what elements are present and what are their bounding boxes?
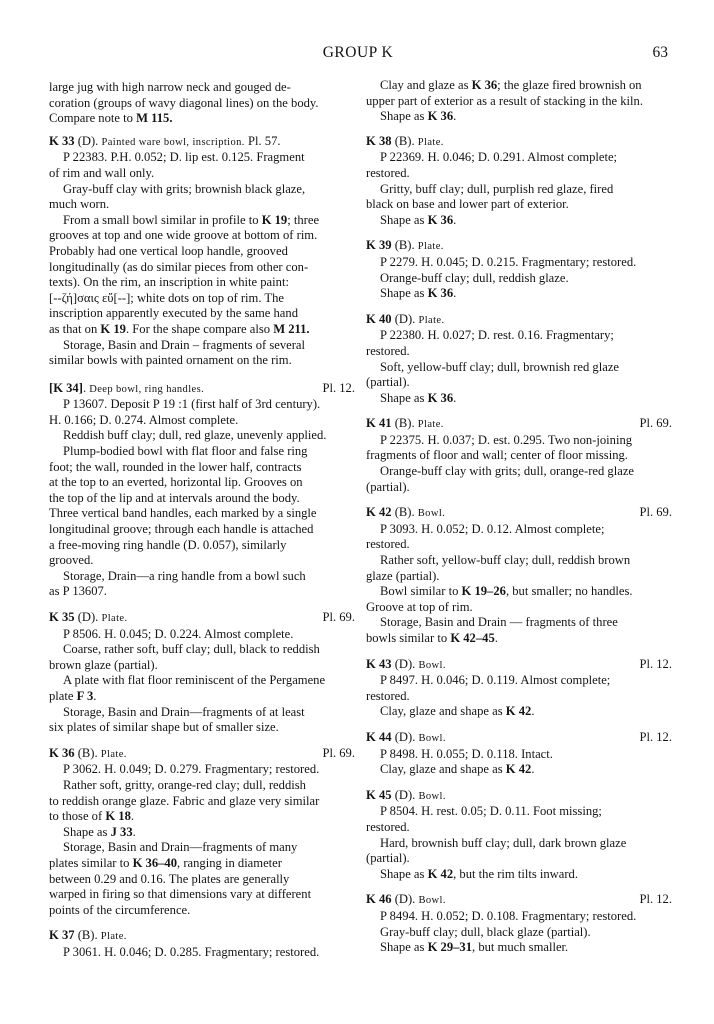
text-line: restored. (366, 343, 410, 358)
text-line: inscription apparently executed by the same hand (49, 306, 298, 321)
text-line: plate F 3. (49, 688, 97, 703)
text-line: Plump-bodied bowl with flat floor and false ring (63, 444, 308, 459)
catalog-entry-k34 (49, 381, 355, 600)
catalog-entry-k37 (49, 928, 355, 960)
text-line: bowls similar to K 42–45. (366, 631, 498, 645)
text-line: Shape as K 29–31, but much smaller. (380, 940, 569, 955)
text-line: From a small bowl similar in profile to K 19; three (63, 212, 320, 227)
text-line: six plates of similar shape but of smaller size. (49, 720, 279, 735)
plate-ref: Pl. 57. (244, 133, 281, 148)
entry-id: K 42 (366, 505, 392, 520)
entry-title: Plate. (101, 613, 128, 624)
text-line: to those of K 18. (49, 809, 135, 824)
plate-ref: Pl. 69. (322, 610, 355, 624)
text-line: P 22383. P.H. 0.052; D. lip est. 0.125. Fragment (63, 150, 305, 165)
entry-heading: [K 34]. Deep bowl, ring handles. Pl. 12. (49, 381, 355, 398)
text-line: Groove at top of rim. (366, 599, 473, 614)
text-line: points of the circumference. (49, 902, 191, 917)
entry-title: Plate. (418, 314, 445, 326)
text-line: glaze (partial). (366, 568, 440, 583)
catalog-entry-k37-continued (366, 78, 672, 125)
text-line: P 8504. H. rest. 0.05; D. 0.11. Foot missing; (380, 804, 602, 819)
text-line: as that on K 19. For the shape compare also M 211. (49, 321, 310, 336)
plate-ref: Pl. 69. (639, 505, 672, 520)
catalog-entry-k40 (366, 312, 672, 407)
catalog-entry-k43 (366, 657, 672, 720)
catalog-entry-k36 (49, 746, 355, 919)
text-line: at the top to an everted, horizontal lip. Grooves on (49, 475, 303, 490)
text-line: restored. (366, 819, 410, 834)
text-line: H. 0.166; D. 0.274. Almost complete. (49, 412, 239, 427)
text-line: Shape as K 36. (380, 212, 457, 227)
text-line: P 8506. H. 0.045; D. 0.224. Almost complete. (63, 626, 294, 641)
entry-title: Plate. (100, 931, 127, 943)
entry-title: Deep bowl, ring handles. (89, 383, 205, 395)
page-title: GROUP K (322, 44, 394, 61)
text-line: the top of the lip and at intervals around the body. (49, 490, 300, 505)
text-line: (partial). (366, 851, 410, 866)
entry-heading: K 39 (B). Plate. (366, 238, 444, 253)
entry-title: Plate. (100, 748, 127, 760)
catalog-entry-k33 (49, 134, 355, 369)
text-line: Orange-buff clay; dull, reddish glaze. (380, 270, 569, 285)
text-line: large jug with high narrow neck and gouged de- (49, 80, 291, 94)
entry-heading: K 44 (D). Bowl. Pl. 12. (366, 730, 672, 747)
entry-id: K 46 (366, 892, 392, 907)
text-line: of rim and wall only. (49, 165, 155, 180)
text-line: restored. (366, 688, 410, 703)
entry-heading: K 40 (D). Plate. (366, 311, 445, 326)
text-line: P 3062. H. 0.049; D. 0.279. Fragmentary; restored. (63, 762, 320, 777)
text-line: Storage, Basin and Drain – fragments of several (63, 337, 306, 352)
text-line: Clay, glaze and shape as K 42. (380, 704, 535, 719)
catalog-entry-k42 (366, 505, 672, 646)
text-line: longitudinally (as do similar pieces from other con- (49, 259, 309, 274)
text-line: grooves at top and one wide groove at bottom of rim. (49, 228, 318, 243)
plate-ref: Pl. 12. (639, 729, 672, 744)
text-line: restored. (366, 165, 410, 180)
cross-reference: M 115. (136, 111, 173, 126)
text-line: P 8497. H. 0.046; D. 0.119. Almost complete; (380, 673, 611, 688)
plate-ref: Pl. 12. (322, 380, 355, 395)
text-line: Gritty, buff clay; dull, purplish red glaze, fired (380, 181, 614, 196)
entry-id: K 41 (366, 416, 392, 431)
text-line: (partial). (366, 375, 410, 390)
plate-ref: Pl. 69. (639, 416, 672, 431)
entry-id: K 35 (49, 610, 75, 624)
text-line: longitudinal groove; through each handle is attached (49, 522, 314, 537)
text-line: Compare note to M 115. (49, 111, 173, 126)
entry-heading: K 41 (B). Plate. Pl. 69. (366, 416, 672, 433)
catalog-entry-k44 (366, 730, 672, 778)
entry-heading: K 45 (D). Bowl. (366, 787, 446, 802)
text-line: (partial). (366, 479, 410, 494)
entry-id: K 37 (49, 928, 75, 943)
text-line: P 13607. Deposit P 19 :1 (first half of 3rd century). (63, 397, 321, 412)
text-line: Clay, glaze and shape as K 42. (380, 762, 535, 777)
entry-heading: K 46 (D). Bowl. Pl. 12. (366, 892, 672, 909)
text-line: Shape as K 36. (380, 390, 457, 405)
text-line: A plate with flat floor reminiscent of the Pergamene (63, 673, 326, 688)
text-line: brown glaze (partial). (49, 657, 158, 672)
entry-id: K 45 (366, 787, 392, 802)
text-line: Orange-buff clay with grits; dull, orange-red glaze (380, 464, 634, 479)
entry-id: K 39 (366, 238, 392, 253)
entry-heading: K 37 (B). Plate. (49, 928, 127, 943)
right-column (366, 78, 672, 956)
text-line: P 22369. H. 0.046; D. 0.291. Almost complete; (380, 150, 618, 165)
entry-id: K 43 (366, 656, 392, 671)
entry-heading: K 42 (B). Bowl. Pl. 69. (366, 505, 672, 522)
text-line: Rather soft, yellow-buff clay; dull, reddish brown (380, 553, 631, 568)
text-line: black on base and lower part of exterior. (366, 197, 569, 212)
text-line: Rather soft, gritty, orange-red clay; dull, reddish (63, 777, 306, 792)
catalog-entry-k38 (366, 134, 672, 229)
text-line: Shape as J 33. (63, 824, 136, 839)
text-line: Gray-buff clay with grits; brownish black glaze, (63, 181, 306, 196)
text-line: Shape as K 36. (380, 286, 457, 301)
entry-id: [K 34] (49, 380, 83, 395)
entry-title: Plate. (417, 241, 444, 253)
text-line: Shape as K 42, but the rim tilts inward. (380, 866, 578, 881)
entry-title: Bowl. (418, 790, 446, 802)
entry-title: Bowl. (418, 895, 446, 907)
plate-ref: Pl. 12. (639, 892, 672, 907)
catalog-entry-k35 (49, 610, 355, 736)
text-line: grooved. (49, 553, 94, 568)
text-line: Soft, yellow-buff clay; dull, brownish red glaze (380, 359, 619, 374)
catalog-entry-k45 (366, 788, 672, 883)
entry-title: Bowl. (417, 508, 446, 520)
entry-title: Bowl. (418, 732, 446, 744)
text-line: Reddish buff clay; dull, red glaze, unevenly applied. (63, 428, 327, 443)
text-line: foot; the wall, rounded in the lower half, contracts (49, 459, 302, 474)
text-line: similar bowls with painted ornament on the rim. (49, 353, 292, 368)
plate-ref: Pl. 69. (322, 745, 355, 760)
entry-heading: K 33 (D). Painted ware bowl, inscription. Pl. 57. (49, 133, 281, 148)
text-line: P 3061. H. 0.046; D. 0.285. Fragmentary; restored. (63, 944, 320, 959)
text-line: coration (groups of wavy diagonal lines) on the body. (49, 95, 319, 110)
entry-id: K 38 (366, 133, 392, 148)
entry-id: K 33 (49, 133, 75, 148)
text-line: upper part of exterior as a result of stacking in the kiln. (366, 93, 643, 108)
text-line: Storage, Basin and Drain—fragments of at least (63, 704, 305, 719)
text-line: fragments of floor and wall; center of floor missing. (366, 448, 628, 463)
text-line: restored. (366, 537, 410, 552)
text-line: warped in firing so that dimensions vary at different (49, 887, 312, 902)
entry-heading: K 35 (D). Plate. Pl. 69. (49, 610, 355, 627)
text-line: Storage, Drain—a ring handle from a bowl such (63, 568, 306, 583)
entry-heading: K 36 (B). Plate. Pl. 69. (49, 746, 355, 763)
text-line: texts). On the rim, an inscription in white paint: (49, 275, 289, 290)
entry-id: K 44 (366, 729, 392, 744)
text-line: [--ζή]σαις εὔ[--]; white dots on top of rim. The (49, 290, 284, 305)
entry-title: Plate. (417, 419, 444, 431)
text-line: as P 13607. (49, 584, 107, 599)
text-line: Three vertical band handles, each marked by a single (49, 506, 317, 521)
catalog-entry-k39 (366, 238, 672, 301)
text-line: much worn. (49, 197, 110, 212)
page-number: 63 (652, 44, 668, 61)
left-column (49, 80, 355, 960)
text-line: a free-moving ring handle (D. 0.057), similarly (49, 537, 287, 552)
text-line: Hard, brownish buff clay; dull, dark brown glaze (380, 835, 627, 850)
catalog-entry-k41 (366, 416, 672, 495)
text-line: P 22380. H. 0.027; D. rest. 0.16. Fragmentary; (380, 328, 614, 343)
entry-title: Painted ware bowl, inscription. (101, 136, 245, 148)
entry-id: K 36 (49, 745, 75, 760)
text-line: P 3093. H. 0.052; D. 0.12. Almost complete; (380, 521, 605, 536)
text-line: Clay and glaze as K 36; the glaze fired brownish on (380, 78, 642, 92)
entry-id: K 40 (366, 311, 392, 326)
text-line: Coarse, rather soft, buff clay; dull, black to reddish (63, 642, 320, 657)
text-line: Storage, Basin and Drain — fragments of three (380, 615, 618, 630)
entry-title: Plate. (417, 136, 444, 148)
text-line: P 8498. H. 0.055; D. 0.118. Intact. (380, 746, 553, 761)
plate-ref: Pl. 12. (639, 656, 672, 671)
text-line: P 22375. H. 0.037; D. est. 0.295. Two non-joining (380, 432, 633, 447)
text-line: plates similar to K 36–40, ranging in diameter (49, 855, 282, 870)
text-line: Bowl similar to K 19–26, but smaller; no handles. (380, 584, 633, 599)
running-header (48, 44, 668, 64)
text-line: Gray-buff clay; dull, black glaze (partial). (380, 924, 591, 939)
text-line: Storage, Basin and Drain—fragments of many (63, 840, 298, 855)
text-line: P 2279. H. 0.045; D. 0.215. Fragmentary; restored. (380, 254, 637, 269)
text-line: between 0.29 and 0.16. The plates are generally (49, 871, 290, 886)
text-line: Probably had one vertical loop handle, grooved (49, 243, 288, 258)
catalog-entry-k46 (366, 892, 672, 955)
text-line: Shape as K 36. (380, 109, 457, 124)
entry-title: Bowl. (418, 659, 446, 671)
entry-heading: K 43 (D). Bowl. Pl. 12. (366, 657, 672, 674)
text-line: to reddish orange glaze. Fabric and glaze very similar (49, 793, 320, 808)
text-line: P 8494. H. 0.052; D. 0.108. Fragmentary; restored. (380, 908, 637, 923)
entry-heading: K 38 (B). Plate. (366, 133, 444, 148)
